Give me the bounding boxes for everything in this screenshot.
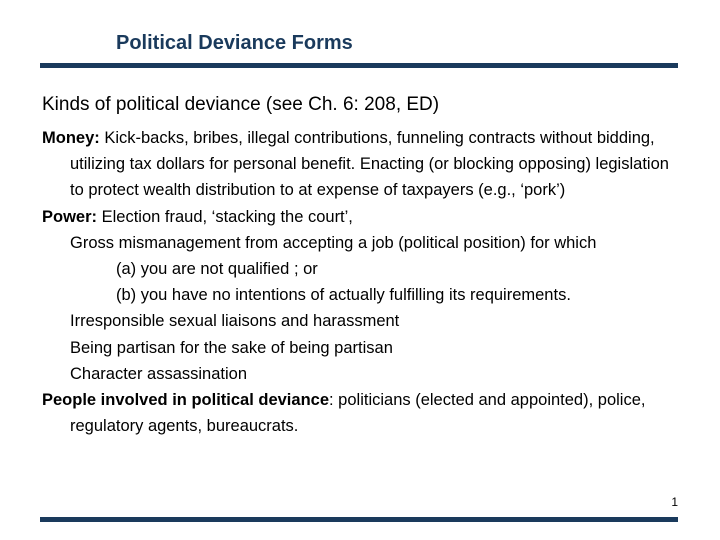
people-text: : politicians (elected and appointed), police, regulatory agents, bureaucrats.: [70, 391, 646, 436]
money-label: Money:: [42, 129, 100, 147]
power-item-liaisons: Irresponsible sexual liaisons and harassment: [70, 312, 400, 331]
power-item-mismanagement: Gross mismanagement from accepting a job (political position) for which: [70, 233, 597, 252]
power-subitem-b: (b) you have no intentions of actually fulfilling its requirements.: [116, 286, 571, 305]
slide-title: Political Deviance Forms: [116, 32, 353, 54]
bottom-divider: [40, 517, 678, 522]
power-text: Election fraud, ‘stacking the court’,: [97, 207, 353, 226]
top-divider: [40, 63, 678, 68]
money-paragraph: [42, 125, 682, 204]
money-text: Kick-backs, bribes, illegal contributions, funneling contracts without bidding, utilizing tax dollars for personal benefit. Enacting (or blocking opposing) legislation to protect wealth distribution to at expense of taxpayers (e.g., ‘pork’): [70, 129, 669, 200]
power-paragraph: [42, 204, 682, 230]
slide-heading: Kinds of political deviance (see Ch. 6: 208, ED): [42, 94, 440, 115]
power-item-character: Character assassination: [70, 364, 248, 383]
slide-body: [42, 125, 682, 439]
page-number: 1: [671, 495, 678, 509]
people-label: People involved in political deviance: [42, 391, 330, 410]
power-label: Power:: [42, 207, 98, 226]
power-item-partisan: Being partisan for the sake of being partisan: [70, 338, 393, 357]
people-paragraph: [42, 387, 682, 439]
power-subitem-a: (a) you are not qualified ; or: [116, 260, 318, 279]
